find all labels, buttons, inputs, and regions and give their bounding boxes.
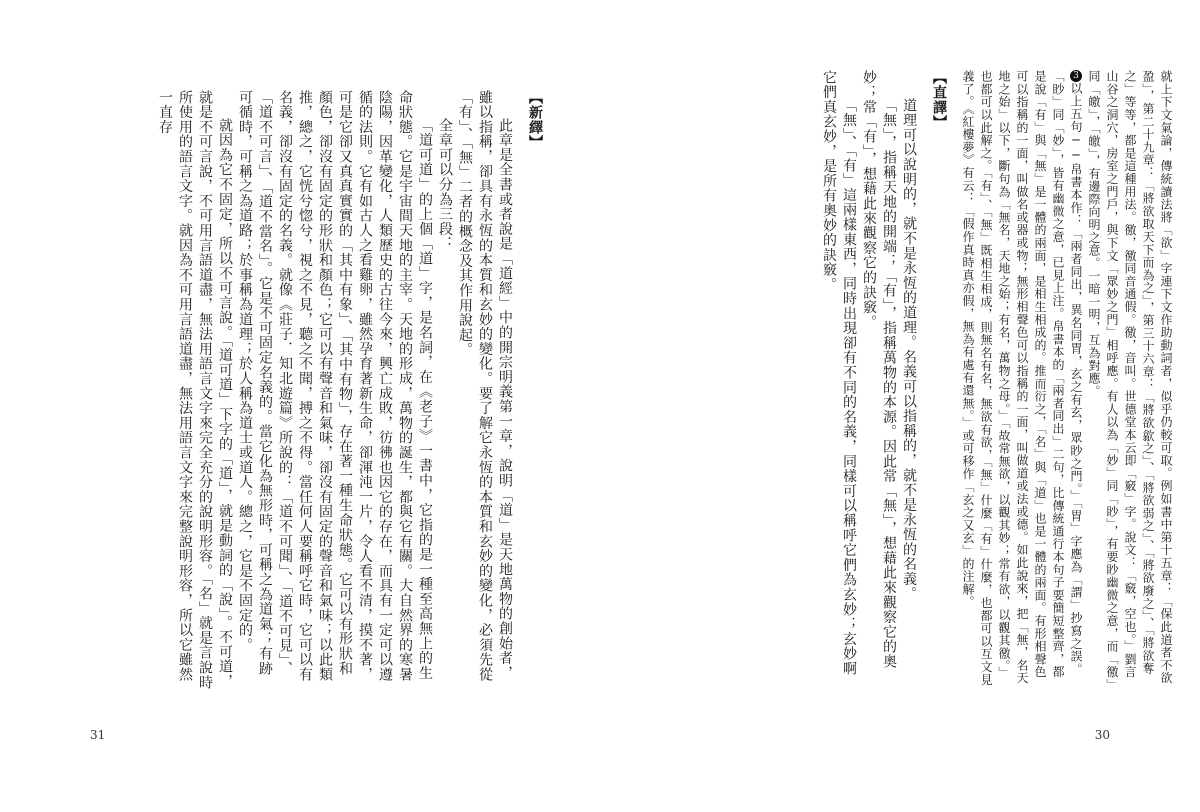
commentary-paragraph: 此章是全書或者說是「道經」中的開宗明義第一章，說明「道」是天地萬物的創始者，雖以指稱，卻具有永恆的本質和玄妙的變化。要了解它永恆的本質和玄妙的變化，必須先從「有」、「無」二者的概念及其作用說起。 xyxy=(457,90,513,682)
translation-paragraph: 「無」、「有」這兩樣東西，同時出現卻有不同的名義，同樣可以稱呼它們為玄妙；玄妙啊它們真玄妙，是所有奧妙的訣竅。 xyxy=(821,70,857,676)
commentary-paragraph: 就因為它不固定，所以不可言說。「道可道」下字的「道」，就是動詞的「說」。不可道，就是不可言說，不可用言語道盡，無法用語言文字來完全充分的說明形容。「名」就是言說時所使用的語言文字。就因為不可用言語道盡，無法用語言文字來完整說明形容，所以它雖然一直存 xyxy=(157,90,233,690)
note-number-badge: 3 xyxy=(1071,70,1081,82)
page-number: 31 xyxy=(90,728,106,742)
commentary-paragraph: 「道可道」的上個「道」字，是名詞，在《老子》一書中，它指的是一種至高無上的生命狀態。它是宇宙間天地的主宰。天地的形成，萬物的誕生，都與它有關。大自然界的寒暑陰陽，因革變化，人類歷史的古往今來，興亡成敗，彷彿也因它的存在，而具有一定可以遵循的法則。它有如古人之看雞卵，雖然孕育著新生命，卻渾沌一片，令人看不清，摸不著，可是它卻又真真實實的「其中有象」、「其中有物」，存在著一種生命狀態。它可以有形狀和顏色，卻沒有固定的形狀和顏色；它可以有聲音和氣味，卻沒有固定的聲音和氣味；以此類推，總之，它恍兮惚兮，視之不見，聽之不聞，搏之不得。當任何人要稱呼它時，它可以有名義，卻沒有固定的名義。就像《莊子．知北遊篇》所說的：「道不可聞」、「道不可見」、「道不可言」、「道不當名」。它是不可固定名義的。當它化為無形時，可稱之為道氣；有跡可循時，可稱之為道路；於事稱為道理；於人稱為道士或道人。總之，它是不固定的。 xyxy=(237,90,433,682)
note-continuation: 就上下文氣論，傳統讀法將「欲」字連下文作助動詞者，似乎仍較可取。例如書中第十五章：「保此道者不欲盈」，第二十九章：「將欲取天下而為之」，第三十六章：「將欲歙之」、「將欲弱之」、「將欲廢之」、「將欲奪之」等等，都是這種用法。徼，徼同音通假。徼，音叫。世德堂本云即「竅」字。說文：「竅，空也。」劉言山谷之洞穴，房室之門戶，與下文「眾妙之門」相呼應。有人以為「妙」同「眇」，有要眇幽微之意，而「徼」同「皦」，「皦」，有邊際向明之意。一暗一明，互為對應。 xyxy=(1087,70,1173,686)
commentary-paragraph: 全章可以分為三段： xyxy=(437,118,453,252)
notes-and-translation-block xyxy=(630,70,1175,690)
translation-paragraph: 「無」，指稱天地的開端；「有」，指稱萬物的本源。因此常「無」，想藉此來觀察它的奧妙；常「有」，想藉此來觀察它的訣竅。 xyxy=(861,70,897,669)
note-3-text: 以上五句──帛書本作：「兩者同出，異名同胃，玄之有玄，眾眇之門。」「胃」字應為「謂」抄寫之誤。「眇」同「妙」，皆有幽微之意，已見上注。帛書本的「兩者同出」二句，比傳統通行本句子要簡短整齊，都是說「有」與「無」是一體的兩面，是相生相成的。推而衍之，「名」與「道」也是一體的兩面。有形相聲色可以指稱的一面，叫做名或器或物；無形相聲色可以指稱的一面，叫做道或法或德。如此說來，把「無，名天地之始」以下，斷句為「無名，天地之始；有名，萬物之母。」「故常無欲，以觀其妙；常有欲，以觀其徼。」也都可以此解之。「有」、「無」既相生相成，則無名有名，無欲有欲，「無」什麼「有」什麼，也都可以互文見義了。《紅樓夢》有云：「假作真時真亦假，無為有處有還無。」或可移作「玄之又玄」的注解。 xyxy=(961,70,1083,686)
commentary-heading: 【新繹】 xyxy=(527,90,543,150)
note-3 xyxy=(959,70,1085,690)
commentary-text-block xyxy=(75,90,545,690)
right-page xyxy=(600,0,1200,812)
translation-paragraph: 道理可以說明的，就不是永恆的道理。名義可以指稱的，就不是永恆的名義。 xyxy=(901,98,917,602)
translation-heading: 【直譯】 xyxy=(931,70,947,130)
page-number: 30 xyxy=(1094,728,1110,742)
